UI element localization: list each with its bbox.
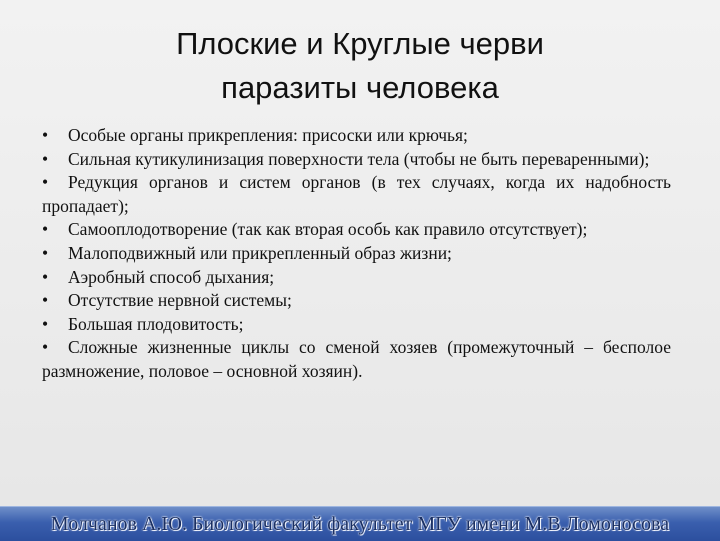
bullet-text: Сложные жизненные циклы со сменой хозяев (промежуточный – бесполое размножение, половое – основной хозяин). (42, 337, 671, 381)
bullet-dot: • (42, 172, 49, 193)
bullet-item (42, 218, 671, 242)
title-line-2: паразиты человека (221, 70, 499, 105)
title-line-1: Плоские и Круглые черви (176, 26, 544, 61)
bullet-dot: • (42, 148, 49, 169)
bullet-text: Аэробный способ дыхания; (68, 266, 275, 287)
bullet-item (42, 124, 671, 148)
slide-title (60, 22, 660, 110)
bullet-item (42, 313, 671, 337)
bullet-list (42, 124, 671, 384)
bullet-item (42, 336, 671, 383)
bullet-item (42, 171, 671, 218)
bullet-text: Сильная кутикулинизация поверхности тела (чтобы не быть переваренными); (68, 148, 650, 169)
bullet-dot: • (42, 242, 49, 263)
bullet-text: Отсутствие нервной системы; (68, 290, 292, 311)
bullet-text: Самооплодотворение (так как вторая особь как правило отсутствует); (68, 219, 588, 240)
bullet-dot: • (42, 290, 49, 311)
bullet-text: Редукция органов и систем органов (в тех случаях, когда их надобность пропадает); (42, 172, 671, 216)
bullet-text: Большая плодовитость; (68, 313, 244, 334)
bullet-text: Малоподвижный или прикрепленный образ жизни; (68, 242, 452, 263)
bullet-dot: • (42, 219, 49, 240)
footer-credit: Молчанов А.Ю. Биологический факультет МГУ имени М.В.Ломоносова (50, 513, 670, 535)
bullet-text: Особые органы прикрепления: присоски или крючья; (68, 125, 468, 145)
bullet-dot: • (42, 266, 49, 287)
bullet-item (42, 148, 671, 172)
footer-bar (0, 506, 720, 541)
bullet-item (42, 289, 671, 313)
bullet-item (42, 242, 671, 266)
bullet-dot: • (42, 313, 49, 334)
bullet-dot: • (42, 125, 49, 145)
bullet-dot: • (42, 337, 49, 358)
bullet-item (42, 266, 671, 290)
